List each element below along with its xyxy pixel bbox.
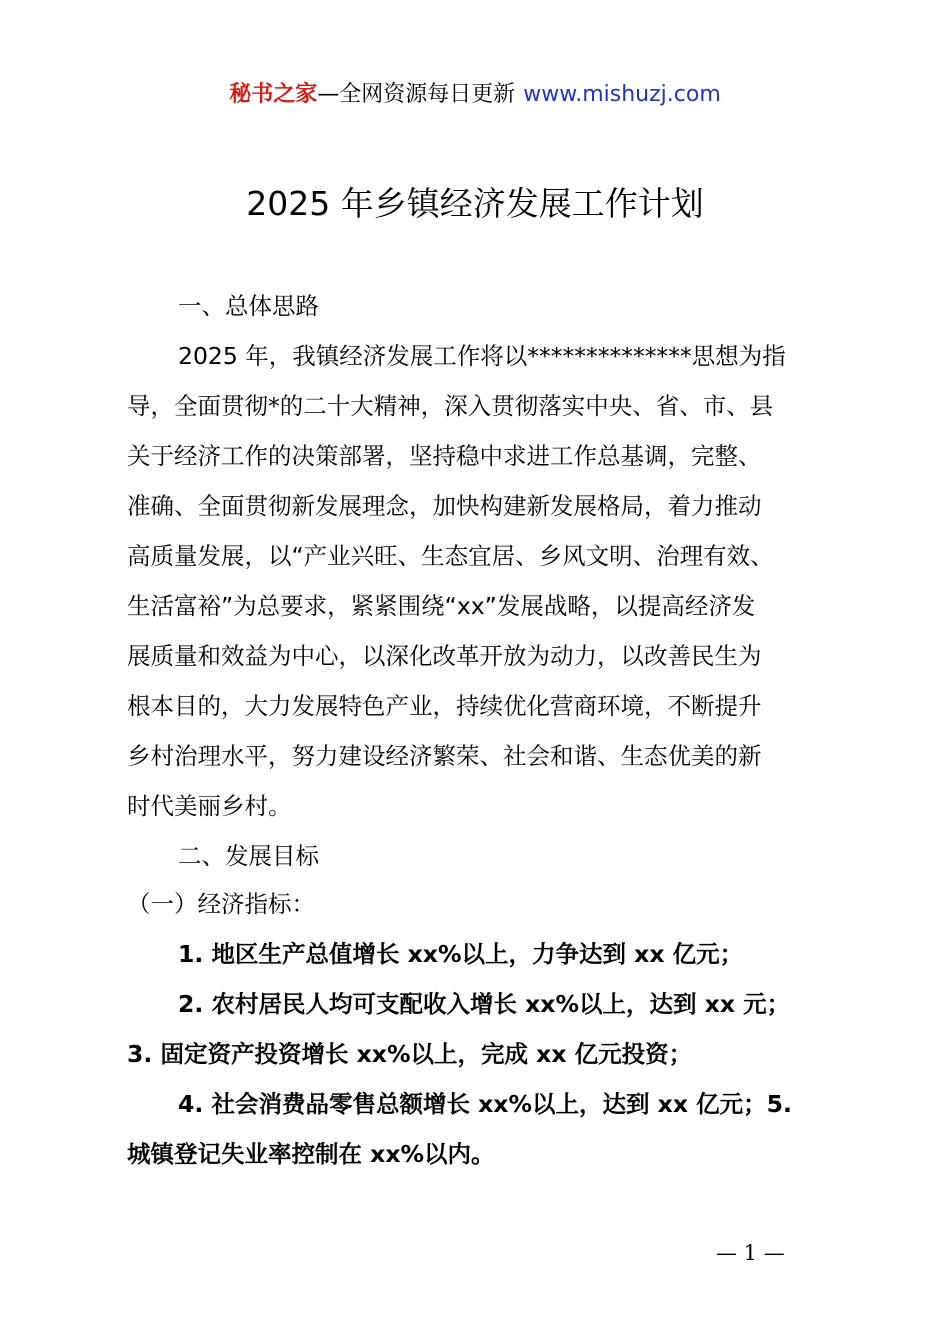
site-brand: 秘书之家 [229, 82, 318, 107]
paragraph-line: 导，全面贯彻*的二十大精神，深入贯彻落实中央、省、市、县 [127, 392, 774, 420]
indicator-item: 3. 固定资产投资增长 xx%以上，完成 xx 亿元投资； [127, 1040, 693, 1068]
site-tagline: —全网资源每日更新 [317, 82, 516, 107]
subsection-heading-economic-indicators: （一）经济指标： [127, 890, 315, 918]
indicator-item: 2. 农村居民人均可支配收入增长 xx%以上，达到 xx 元； [178, 990, 791, 1018]
page-number: — 1 — [716, 1241, 785, 1265]
paragraph-line: 展质量和效益为中心，以深化改革开放为动力，以改善民生为 [127, 642, 762, 670]
paragraph-line: 准确、全面贯彻新发展理念，加快构建新发展格局，着力推动 [127, 492, 762, 520]
document-title: 2025 年乡镇经济发展工作计划 [246, 184, 704, 223]
indicator-item: 4. 社会消费品零售总额增长 xx%以上，达到 xx 亿元；5. [178, 1090, 792, 1118]
site-header [0, 78, 950, 112]
paragraph-line: 关于经济工作的决策部署，坚持稳中求进工作总基调，完整、 [127, 442, 762, 470]
paragraph-line: 时代美丽乡村。 [127, 792, 292, 820]
paragraph-line: 高质量发展，以“产业兴旺、生态宜居、乡风文明、治理有效、 [127, 542, 774, 570]
section-heading-development-goals: 二、发展目标 [178, 842, 319, 870]
indicator-item: 城镇登记失业率控制在 xx%以内。 [127, 1140, 495, 1168]
section-heading-overall-approach: 一、总体思路 [178, 292, 319, 320]
indicator-item: 1. 地区生产总值增长 xx%以上，力争达到 xx 亿元； [178, 940, 744, 968]
site-url-link[interactable]: www.mishuzj.com [523, 82, 721, 107]
paragraph-line: 2025 年，我镇经济发展工作将以**************思想为指 [178, 342, 786, 370]
paragraph-line: 生活富裕”为总要求，紧紧围绕“xx”发展战略，以提高经济发 [127, 592, 756, 620]
paragraph-line: 根本目的，大力发展特色产业，持续优化营商环境，不断提升 [127, 692, 762, 720]
paragraph-line: 乡村治理水平，努力建设经济繁荣、社会和谐、生态优美的新 [127, 742, 762, 770]
